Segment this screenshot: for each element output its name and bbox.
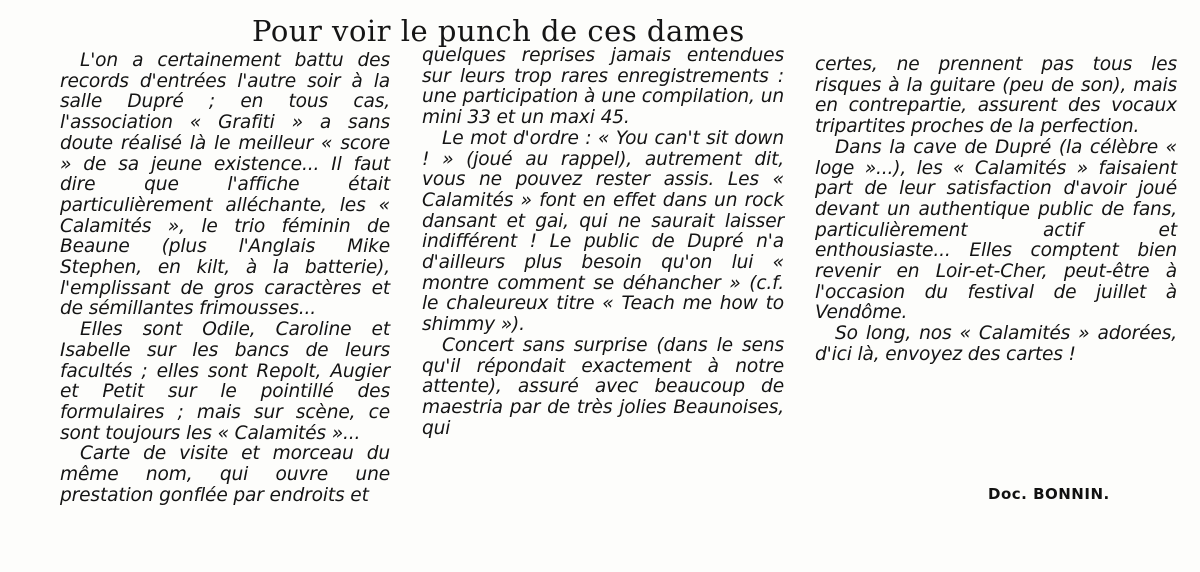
paragraph: Concert sans surprise (dans le sens qu'il répondait exactement à notre attente), assuré avec beaucoup de maestria par de très jolies Beaunoises, qui [422, 334, 784, 439]
paragraph: Carte de visite et morceau du même nom, qui ouvre une prestation gonflée par endroits et [60, 443, 390, 506]
paragraph: Dans la cave de Dupré (la célèbre « loge »...), les « Calamités » faisaient part de leur satisfaction d'avoir joué devant un authentique public de fans, particulièrement actif et enthousiaste... Elles comptent bien revenir en Loir-et-Cher, peut-être à l'occasion du festival de juillet à Vendôme. [815, 136, 1177, 324]
paragraph: Le mot d'ordre : « You can't sit down ! » (joué au rappel), autrement dit, vous ne pouvez rester assis. Les « Calamités » font en effet dans un rock dansant et gai, qui ne saurait laisser indifférent ! Le public de Dupré n'a d'ailleurs plus besoin qu'on lui « montre comment se déhancher » (c.f. le chaleureux titre « Teach me how to shimmy »). [422, 127, 784, 336]
paragraph: quelques reprises jamais entendues sur leurs trop rares enregistrements : une participation à une compilation, un mini 33 et un maxi 45. [422, 45, 784, 129]
article-column-2 [422, 46, 784, 439]
paragraph: certes, ne prennent pas tous les risques à la guitare (peu de son), mais en contrepartie, assurent des vocaux tripartites proches de la perfection. [815, 54, 1177, 138]
paragraph: Elles sont Odile, Caroline et Isabelle sur les bancs de leurs facultés ; elles sont Repolt, Augier et Petit sur le pointillé des formulaires ; mais sur scène, ce sont toujours les « Calamités »... [60, 319, 390, 444]
author-signature: Doc. BONNIN. [988, 485, 1110, 503]
article-column-1 [60, 51, 390, 506]
paragraph: So long, nos « Calamités » adorées, d'ici là, envoyez des cartes ! [815, 323, 1177, 365]
article-column-3 [815, 55, 1177, 366]
paragraph: L'on a certainement battu des records d'entrées l'autre soir à la salle Dupré ; en tous cas, l'association « Grafiti » a sans doute réalisé là le meilleur « score » de sa jeune existence... Il faut dire que l'affiche était particulièrement alléchante, les « Calamités », le trio féminin de Beaune (plus l'Anglais Mike Stephen, en kilt, à la batterie), l'emplissant de gros caractères et de sémillantes frimousses... [60, 50, 390, 320]
article-headline: Pour voir le punch de ces dames [252, 14, 745, 48]
